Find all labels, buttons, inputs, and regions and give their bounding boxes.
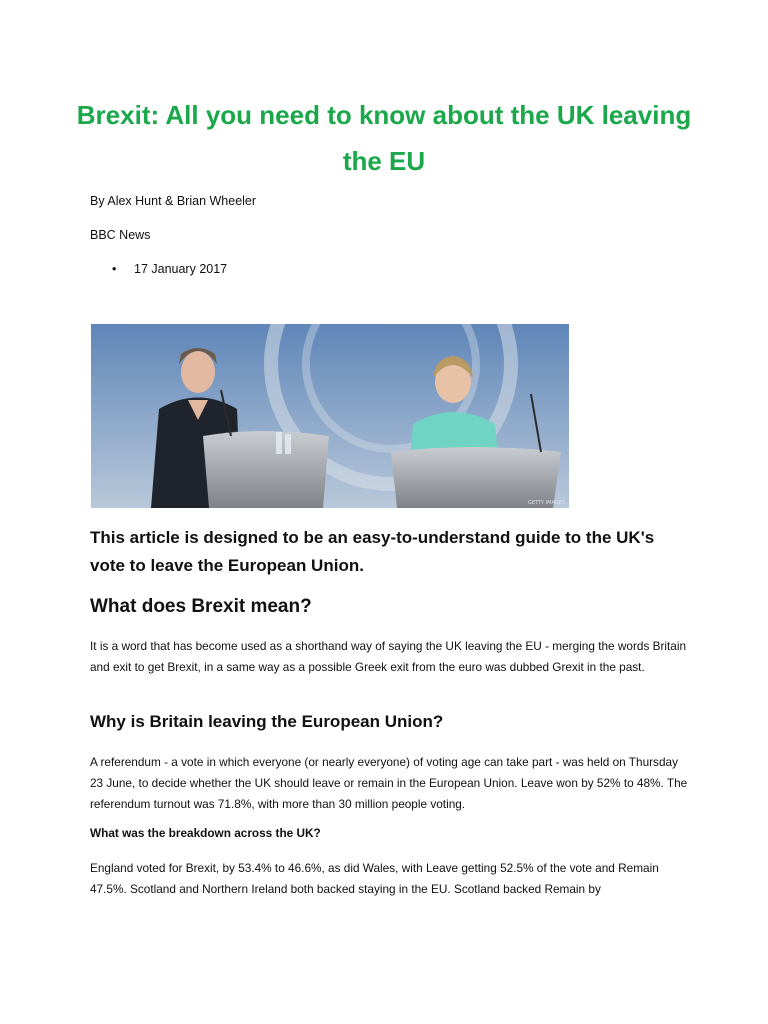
section-heading: What does Brexit mean? <box>90 596 312 617</box>
press-conference-illustration <box>91 324 569 508</box>
subsection-heading: What was the breakdown across the UK? <box>90 826 321 840</box>
article-lead: This article is designed to be an easy-to-understand guide to the UK's vote to leave the European Union. <box>90 528 655 575</box>
section-heading: Why is Britain leaving the European Union? <box>90 712 444 731</box>
article-date: 17 January 2017 <box>134 262 228 276</box>
section-paragraph: England voted for Brexit, by 53.4% to 46.6%, as did Wales, with Leave getting 52.5% of the vote and Remain 47.5%. Scotland and Northern Ireland both backed staying in the EU. Scotland backed Remain by <box>90 861 659 896</box>
article-title: Brexit: All you need to know about the UK leaving the EU <box>76 100 692 176</box>
section-paragraph: A referendum - a vote in which everyone (or nearly everyone) of voting age can take part - was held on Thursday 23 June, to decide whether the UK should leave or remain in the European Union. Leave won by 52% to 48%. The referendum turnout was 71.8%, with more than 30 million people voting. <box>90 755 688 811</box>
article-photo <box>91 324 569 508</box>
source: BBC News <box>90 228 151 242</box>
byline: By Alex Hunt & Brian Wheeler <box>90 194 257 208</box>
date-bullet-item <box>112 262 227 276</box>
bullet-marker: • <box>112 262 117 276</box>
section-paragraph: It is a word that has become used as a shorthand way of saying the UK leaving the EU - merging the words Britain and exit to get Brexit, in a same way as a possible Greek exit from the euro was dubbed Grexit in the past. <box>90 639 687 674</box>
image-credit: GETTY IMAGES <box>527 500 565 506</box>
